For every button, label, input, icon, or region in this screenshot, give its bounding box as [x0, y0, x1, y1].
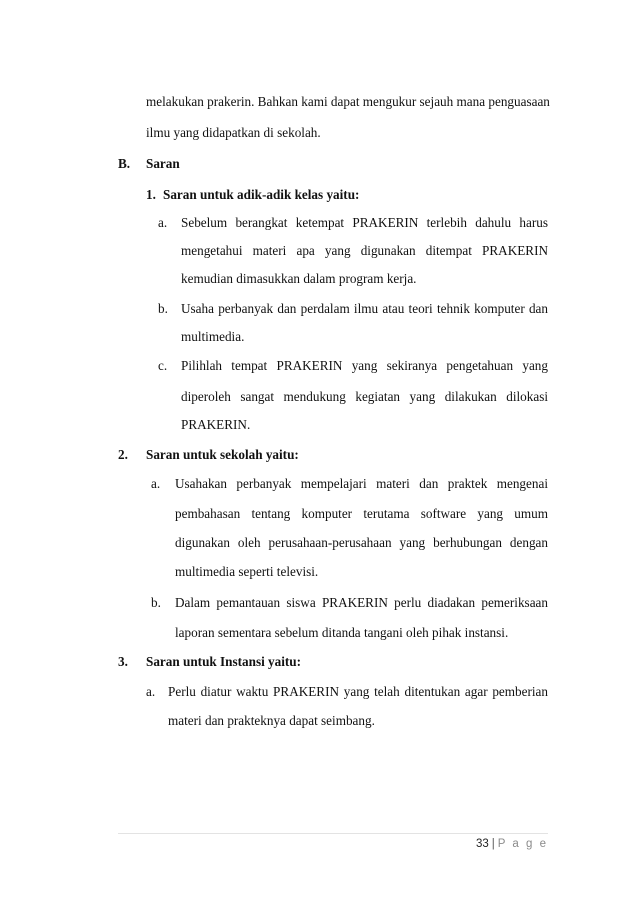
list-item-line: Usahakan perbanyak mempelajari materi dan praktek mengenai	[175, 476, 548, 491]
list-item-line: Usaha perbanyak dan perdalam ilmu atau teori tehnik komputer dan	[181, 301, 548, 316]
footer-divider	[118, 833, 548, 834]
sublist-marker: b.	[158, 301, 168, 316]
list-item-line: multimedia seperti televisi.	[175, 564, 319, 579]
sublist-marker: b.	[151, 595, 161, 610]
list-marker: 2.	[118, 447, 128, 462]
sublist-marker: a.	[158, 215, 168, 230]
sublist-marker: c.	[158, 358, 168, 373]
section-marker: B.	[118, 156, 131, 171]
list-item-line: Dalam pemantauan siswa PRAKERIN perlu diadakan pemeriksaan	[175, 595, 548, 610]
list-heading: Saran untuk adik-adik kelas yaitu:	[163, 187, 360, 202]
list-item-line: Perlu diatur waktu PRAKERIN yang telah ditentukan agar pemberian	[168, 684, 548, 699]
list-item-line: Sebelum berangkat ketempat PRAKERIN terlebih dahulu harus	[181, 215, 548, 230]
list-item-line: laporan sementara sebelum ditanda tangani oleh pihak instansi.	[175, 625, 509, 640]
list-item-line: materi dan prakteknya dapat seimbang.	[168, 713, 375, 728]
list-heading: Saran untuk sekolah yaitu:	[146, 447, 299, 462]
sublist-marker: a.	[151, 476, 161, 491]
list-item-line: PRAKERIN.	[181, 417, 251, 432]
page-number: 33	[475, 838, 489, 850]
list-item-line: digunakan oleh perusahaan-perusahaan yang berhubungan dengan	[175, 535, 548, 550]
list-item-line: mengetahui materi apa yang digunakan ditempat PRAKERIN	[181, 243, 548, 258]
paragraph-line: melakukan prakerin. Bahkan kami dapat mengukur sejauh mana penguasaan	[146, 94, 550, 109]
sublist-marker: a.	[146, 684, 156, 699]
footer-separator: |	[491, 838, 495, 850]
list-item-line: kemudian dimasukkan dalam program kerja.	[181, 271, 417, 286]
list-heading: Saran untuk Instansi yaitu:	[146, 654, 302, 669]
paragraph-line: ilmu yang didapatkan di sekolah.	[146, 125, 321, 140]
list-item-line: multimedia.	[181, 329, 245, 344]
list-item-line: Pilihlah tempat PRAKERIN yang sekiranya pengetahuan yang	[181, 358, 548, 373]
section-title: Saran	[146, 156, 180, 171]
list-item-line: diperoleh sangat mendukung kegiatan yang dilakukan dilokasi	[181, 389, 548, 404]
list-marker: 1.	[146, 187, 156, 202]
page-footer	[460, 838, 548, 850]
page-label: P a g e	[497, 838, 548, 850]
list-marker: 3.	[118, 654, 128, 669]
list-item-line: pembahasan tentang komputer terutama software yang umum	[175, 506, 548, 521]
